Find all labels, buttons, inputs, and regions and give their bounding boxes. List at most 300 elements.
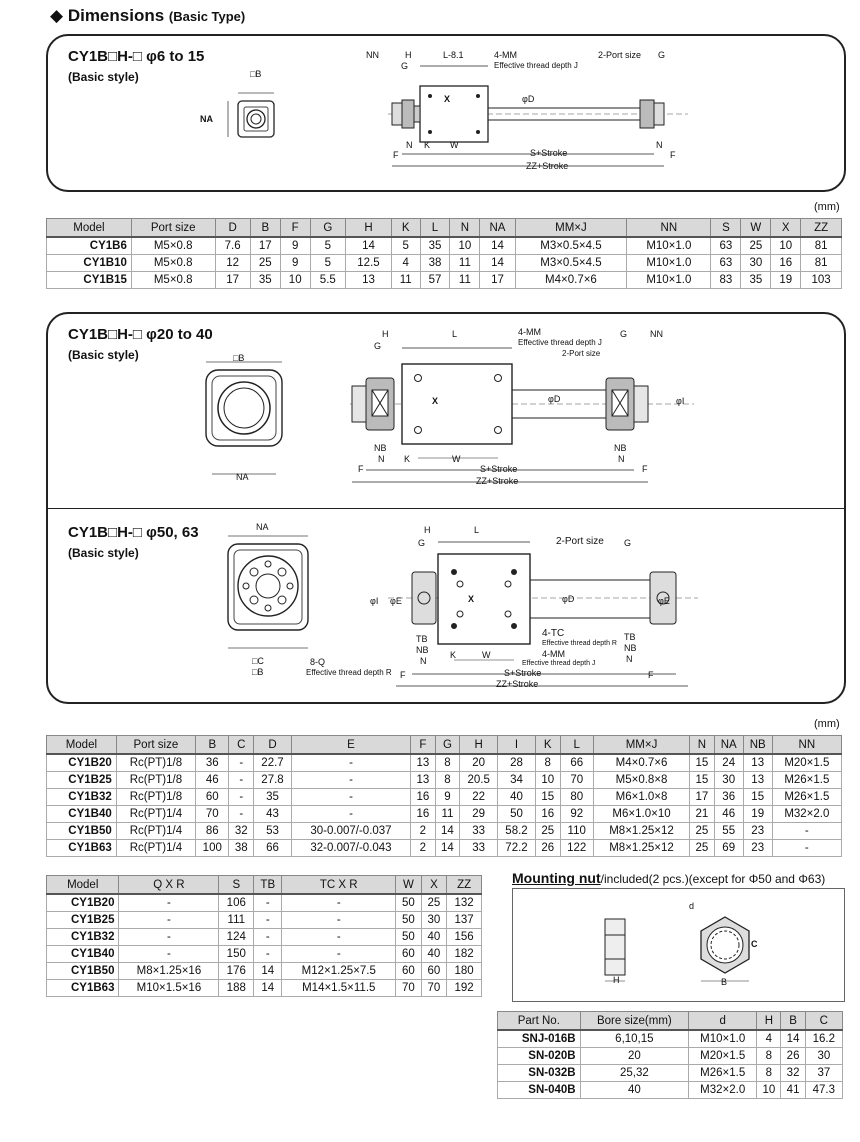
dimension-table-6-15 [46, 218, 842, 289]
table-row [47, 980, 482, 997]
table-cell: 19 [771, 272, 801, 289]
table-cell: 137 [447, 912, 482, 929]
table-cell: M3×0.5×4.5 [515, 255, 627, 272]
table-header-row [47, 876, 482, 895]
dim-l: L-8.1 [443, 50, 464, 60]
table-cell: 124 [219, 929, 254, 946]
section-subtitle: (Basic Type) [168, 9, 246, 24]
table-row [47, 946, 482, 963]
table-cell: 15 [690, 772, 715, 789]
dim-d: φD [562, 594, 575, 604]
column-header: NA [714, 736, 743, 755]
mounting-nut-title [512, 870, 825, 886]
dim-l: L [474, 525, 480, 535]
column-header: Bore size(mm) [580, 1012, 689, 1031]
column-header: D [254, 736, 292, 755]
column-header: H [757, 1012, 781, 1031]
dim-f2: F [642, 464, 648, 474]
table-cell: 5.5 [310, 272, 345, 289]
dim-g: G [418, 538, 426, 548]
table-cell: 25 [250, 255, 280, 272]
table-cell: 8 [757, 1065, 781, 1082]
dim-n2: N [656, 140, 663, 150]
table-cell: - [229, 754, 254, 772]
table-cell: 110 [560, 823, 593, 840]
table-cell: M8×1.25×12 [593, 823, 689, 840]
table-cell: 47.3 [805, 1082, 842, 1099]
table-cell: 50 [396, 929, 422, 946]
panel-title-20-40: CY1B□H-□ φ20 to 40 [68, 326, 213, 343]
table-cell: 40 [421, 929, 447, 946]
dim-n: N [420, 656, 427, 666]
column-header: F [411, 736, 436, 755]
table-cell: - [229, 789, 254, 806]
table-cell: 14 [345, 237, 391, 255]
table-row [498, 1065, 843, 1082]
dimension-table-20-63 [46, 735, 842, 857]
table-cell: 14 [435, 840, 460, 857]
dim-thread: Effective thread depth J [494, 61, 578, 70]
table-cell: 63 [711, 255, 741, 272]
nut-b: B [721, 977, 728, 987]
table-cell: 17 [215, 272, 250, 289]
dim-tb2: TB [624, 632, 636, 642]
panel-title-50-63: CY1B□H-□ φ50, 63 [68, 524, 199, 541]
nut-c: C [751, 939, 758, 949]
table-cell: 122 [560, 840, 593, 857]
column-header: C [805, 1012, 842, 1031]
table-cell: 8 [535, 754, 560, 772]
table-cell: 14 [781, 1030, 805, 1048]
table-cell: M20×1.5 [772, 754, 841, 772]
dim-l: L [452, 329, 458, 339]
table-cell: - [254, 929, 282, 946]
dim-g: G [401, 61, 409, 71]
table-cell: 28 [498, 754, 536, 772]
table-cell: 70 [560, 772, 593, 789]
dim-nn: NN [366, 50, 379, 60]
column-header: B [196, 736, 229, 755]
dim-thread: Effective thread depth J [518, 338, 602, 347]
table-cell: Rc(PT)1/8 [116, 754, 195, 772]
table-cell: M26×1.5 [772, 772, 841, 789]
table-header-row [498, 1012, 843, 1031]
model-cell: CY1B15 [47, 272, 132, 289]
dim-mm: 4-MM [494, 50, 517, 60]
table-cell: 103 [801, 272, 842, 289]
dim-b: □B [250, 69, 262, 79]
dim-h: H [424, 525, 431, 535]
dim-w: W [452, 454, 461, 464]
table-cell: 10 [535, 772, 560, 789]
table-cell: M26×1.5 [772, 789, 841, 806]
table-cell: - [254, 912, 282, 929]
dim-port: 2-Port size [598, 50, 642, 60]
column-header: Port size [131, 219, 215, 238]
table-cell: 66 [254, 840, 292, 857]
diamond-icon: ◆ [50, 6, 64, 25]
table-cell: 17 [480, 272, 515, 289]
table-cell: 15 [690, 754, 715, 772]
model-cell: CY1B63 [47, 840, 117, 857]
unit-label-2: (mm) [814, 718, 840, 730]
column-header: Model [47, 219, 132, 238]
column-header: d [689, 1012, 757, 1031]
table-cell: Rc(PT)1/4 [116, 806, 195, 823]
mounting-nut-table [497, 1011, 843, 1099]
table-cell: 30 [805, 1048, 842, 1065]
table-row [498, 1030, 843, 1048]
section-title-text: Dimensions [67, 6, 165, 25]
table-cell: Rc(PT)1/8 [116, 789, 195, 806]
table-cell: M32×2.0 [772, 806, 841, 823]
column-header: S [711, 219, 741, 238]
table-cell: 25 [741, 237, 771, 255]
table-cell: 80 [560, 789, 593, 806]
table-cell: 13 [411, 754, 436, 772]
table-cell: 60 [396, 963, 422, 980]
table-cell: - [291, 789, 410, 806]
dim-k: K [404, 454, 411, 464]
section-title [50, 6, 245, 26]
table-cell: 176 [219, 963, 254, 980]
table-cell: 11 [392, 272, 421, 289]
table-cell: Rc(PT)1/4 [116, 823, 195, 840]
table-cell: 8 [435, 772, 460, 789]
model-cell: CY1B6 [47, 237, 132, 255]
table-cell: 132 [447, 894, 482, 912]
table-cell: 26 [535, 840, 560, 857]
model-cell: CY1B63 [47, 980, 119, 997]
table-cell: 17 [690, 789, 715, 806]
table-cell: 10 [757, 1082, 781, 1099]
dim-d: φD [548, 394, 561, 404]
table-cell: 16 [535, 806, 560, 823]
dim-g2: G [624, 538, 632, 548]
dim-f: F [400, 670, 406, 680]
table-cell: 24 [714, 754, 743, 772]
table-cell: M6×1.0×10 [593, 806, 689, 823]
panel-subtitle: (Basic style) [68, 70, 139, 84]
table-cell: 38 [420, 255, 450, 272]
table-cell: 15 [535, 789, 560, 806]
dim-k: K [424, 140, 431, 150]
column-header: Model [47, 736, 117, 755]
table-cell: - [772, 840, 841, 857]
dim-tc: 4-TC [542, 628, 565, 639]
table-cell: 33 [460, 823, 498, 840]
dim-x: X [468, 594, 475, 604]
dim-q: 8-Q [310, 657, 326, 667]
model-cell: CY1B32 [47, 789, 117, 806]
table-row [498, 1082, 843, 1099]
table-cell: M6×1.0×8 [593, 789, 689, 806]
table-cell: 5 [392, 237, 421, 255]
table-cell: 60 [421, 963, 447, 980]
table-cell: 58.2 [498, 823, 536, 840]
dim-thread-r: Effective thread depth R [542, 640, 617, 647]
table-row [47, 929, 482, 946]
table-cell: M12×1.25×7.5 [282, 963, 396, 980]
table-cell: - [254, 946, 282, 963]
dim-h: H [382, 329, 389, 339]
table-cell: 66 [560, 754, 593, 772]
model-cell: SN-020B [498, 1048, 581, 1065]
table-cell: M8×1.25×12 [593, 840, 689, 857]
dim-n: N [406, 140, 413, 150]
table-cell: - [282, 929, 396, 946]
table-cell: 10 [450, 237, 480, 255]
table-cell: M5×0.8 [131, 255, 215, 272]
table-cell: M5×0.8 [131, 272, 215, 289]
table-cell: 4 [757, 1030, 781, 1048]
column-header: H [345, 219, 391, 238]
dim-n2: N [618, 454, 625, 464]
dimension-table-20-63-extra [46, 875, 482, 997]
panel-subtitle-50-63: (Basic style) [68, 546, 139, 560]
column-header: C [229, 736, 254, 755]
side-view-50-63 [378, 536, 708, 696]
table-cell: 38 [229, 840, 254, 857]
table-row [47, 789, 842, 806]
dim-d: φD [522, 94, 535, 104]
table-row [47, 912, 482, 929]
column-header: Model [47, 876, 119, 895]
table-cell: M32×2.0 [689, 1082, 757, 1099]
table-cell: 23 [743, 823, 772, 840]
table-cell: 10 [771, 237, 801, 255]
column-header: Q X R [119, 876, 219, 895]
model-cell: SN-032B [498, 1065, 581, 1082]
table-row [47, 894, 482, 912]
table-header-row [47, 736, 842, 755]
table-cell: 25 [690, 823, 715, 840]
dim-k: K [450, 650, 457, 660]
model-cell: CY1B10 [47, 255, 132, 272]
table-cell: 111 [219, 912, 254, 929]
column-header: I [498, 736, 536, 755]
table-cell: - [229, 806, 254, 823]
column-header: Part No. [498, 1012, 581, 1031]
table-cell: 33 [460, 840, 498, 857]
table-cell: 57 [420, 272, 450, 289]
table-cell: - [282, 912, 396, 929]
table-cell: 23 [743, 840, 772, 857]
table-cell: M8×1.25×16 [119, 963, 219, 980]
table-cell: 150 [219, 946, 254, 963]
table-cell: 4 [392, 255, 421, 272]
table-cell: 35 [254, 789, 292, 806]
column-header: Port size [116, 736, 195, 755]
table-cell: 2 [411, 840, 436, 857]
model-cell: CY1B32 [47, 929, 119, 946]
dim-w: W [482, 650, 491, 660]
mounting-nut-drawing [512, 888, 845, 1002]
table-row [47, 754, 842, 772]
table-cell: 8 [757, 1048, 781, 1065]
dim-h: H [405, 50, 412, 60]
table-row [47, 772, 842, 789]
dim-na: NA [256, 522, 269, 532]
table-cell: - [119, 912, 219, 929]
panel-title: CY1B□H-□ φ6 to 15 [68, 48, 205, 65]
dim-f2: F [648, 670, 654, 680]
table-cell: M26×1.5 [689, 1065, 757, 1082]
model-cell: CY1B20 [47, 894, 119, 912]
table-cell: M5×0.8 [131, 237, 215, 255]
column-header: B [781, 1012, 805, 1031]
table-cell: 36 [196, 754, 229, 772]
column-header: NA [480, 219, 515, 238]
table-cell: 25,32 [580, 1065, 689, 1082]
table-cell: M10×1.0 [627, 255, 711, 272]
table-cell: Rc(PT)1/4 [116, 840, 195, 857]
table-cell: M10×1.0 [689, 1030, 757, 1048]
table-cell: 70 [396, 980, 422, 997]
table-cell: 46 [196, 772, 229, 789]
table-cell: 5 [310, 237, 345, 255]
model-cell: SN-040B [498, 1082, 581, 1099]
table-cell: 69 [714, 840, 743, 857]
column-header: X [771, 219, 801, 238]
table-cell: 17 [250, 237, 280, 255]
table-cell: - [291, 772, 410, 789]
dim-s: S+Stroke [480, 464, 518, 474]
table-cell: 11 [450, 272, 480, 289]
table-cell: 106 [219, 894, 254, 912]
table-cell: 2 [411, 823, 436, 840]
table-cell: 60 [396, 946, 422, 963]
table-cell: 14 [435, 823, 460, 840]
table-cell: 27.8 [254, 772, 292, 789]
dim-mm: 4-MM [542, 649, 565, 659]
dim-s: S+Stroke [530, 148, 568, 158]
table-cell: 81 [801, 237, 842, 255]
model-cell: SNJ-016B [498, 1030, 581, 1048]
table-cell: M20×1.5 [689, 1048, 757, 1065]
dim-f: F [358, 464, 364, 474]
table-cell: 40 [498, 789, 536, 806]
table-cell: M10×1.5×16 [119, 980, 219, 997]
table-cell: 25 [690, 840, 715, 857]
table-cell: 30-0.007/-0.037 [291, 823, 410, 840]
table-cell: 14 [254, 980, 282, 997]
table-row [47, 806, 842, 823]
table-cell: 16 [411, 789, 436, 806]
table-cell: 40 [580, 1082, 689, 1099]
column-header: L [560, 736, 593, 755]
table-cell: 35 [420, 237, 450, 255]
table-cell: 35 [250, 272, 280, 289]
dim-f: F [393, 150, 399, 160]
table-cell: 30 [741, 255, 771, 272]
table-cell: - [282, 946, 396, 963]
table-cell: 14 [254, 963, 282, 980]
dim-nn: NN [650, 329, 663, 339]
table-cell: 13 [743, 772, 772, 789]
table-cell: M10×1.0 [627, 237, 711, 255]
table-cell: 5 [310, 255, 345, 272]
end-view-20-40 [198, 362, 298, 482]
table-cell: 11 [450, 255, 480, 272]
dim-s: S+Stroke [504, 668, 542, 678]
dim-n: N [378, 454, 385, 464]
table-cell: - [282, 894, 396, 912]
table-cell: - [291, 754, 410, 772]
table-cell: 25 [535, 823, 560, 840]
column-header: K [535, 736, 560, 755]
table-cell: 12.5 [345, 255, 391, 272]
column-header: N [690, 736, 715, 755]
table-row [47, 963, 482, 980]
table-row [47, 840, 842, 857]
table-cell: 12 [215, 255, 250, 272]
column-header: X [421, 876, 447, 895]
dim-na: NA [236, 472, 249, 482]
dim-port: 2-Port size [556, 536, 604, 547]
table-cell: M5×0.8×8 [593, 772, 689, 789]
table-cell: 30 [714, 772, 743, 789]
dim-b: □B [252, 667, 264, 677]
table-row [47, 237, 842, 255]
table-cell: 180 [447, 963, 482, 980]
model-cell: CY1B20 [47, 754, 117, 772]
dim-i: φI [676, 396, 685, 406]
dim-n2: N [626, 654, 633, 664]
dim-g: G [374, 341, 382, 351]
dim-nb: NB [416, 645, 429, 655]
column-header: K [392, 219, 421, 238]
column-header: H [460, 736, 498, 755]
table-cell: - [119, 894, 219, 912]
table-cell: - [254, 894, 282, 912]
dim-b: □B [233, 353, 245, 363]
dim-x: X [444, 94, 451, 104]
table-cell: 21 [690, 806, 715, 823]
table-cell: 30 [421, 912, 447, 929]
table-cell: 14 [480, 237, 515, 255]
dim-zz: ZZ+Stroke [526, 161, 569, 171]
table-cell: 35 [741, 272, 771, 289]
table-cell: 70 [196, 806, 229, 823]
column-header: NN [772, 736, 841, 755]
table-cell: 55 [714, 823, 743, 840]
column-header: B [250, 219, 280, 238]
nut-h: H [613, 975, 620, 985]
table-cell: 6,10,15 [580, 1030, 689, 1048]
table-cell: 86 [196, 823, 229, 840]
table-cell: 20 [580, 1048, 689, 1065]
table-cell: 156 [447, 929, 482, 946]
table-cell: M3×0.5×4.5 [515, 237, 627, 255]
dim-zz: ZZ+Stroke [476, 476, 519, 486]
table-cell: 13 [743, 754, 772, 772]
table-cell: 46 [714, 806, 743, 823]
dim-x: X [432, 396, 439, 406]
column-header: G [310, 219, 345, 238]
unit-label: (mm) [814, 201, 840, 213]
column-header: F [280, 219, 310, 238]
nut-d: d [689, 901, 695, 911]
column-header: L [420, 219, 450, 238]
model-cell: CY1B25 [47, 772, 117, 789]
table-cell: M14×1.5×11.5 [282, 980, 396, 997]
dim-e2: φE [658, 596, 670, 606]
table-row [47, 255, 842, 272]
table-cell: 19 [743, 806, 772, 823]
drawing-panel-20-63 [46, 312, 846, 704]
table-cell: 9 [280, 237, 310, 255]
